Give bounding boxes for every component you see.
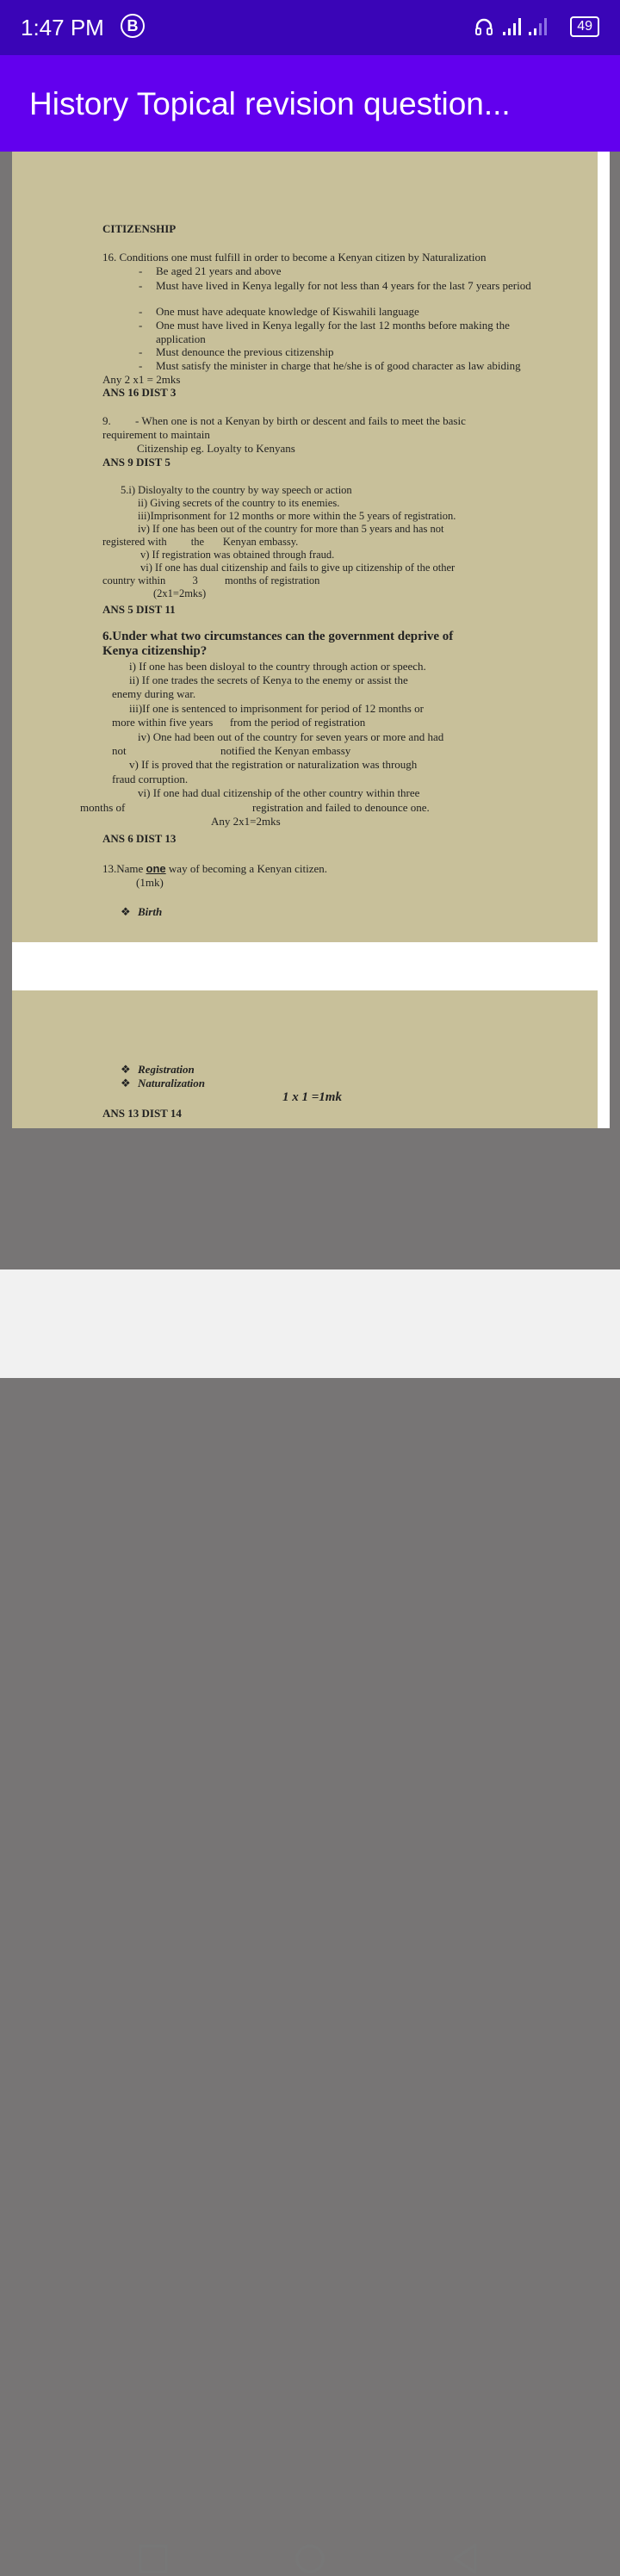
list-item: One must have lived in Kenya legally for the last 12 months before making the xyxy=(156,319,510,332)
answer-line: i) If one has been disloyal to the country through action or speech. xyxy=(129,660,426,673)
list-dash: - xyxy=(139,279,143,292)
list-dash: - xyxy=(139,345,143,358)
list-dash: - xyxy=(139,359,143,372)
list-item: One must have adequate knowledge of Kiswahili language xyxy=(156,305,419,318)
answer-line: months of xyxy=(80,801,126,814)
home-button[interactable] xyxy=(293,2542,327,2576)
question-13-prefix: 13.Name xyxy=(102,862,146,875)
page-edge xyxy=(598,152,610,942)
marks-note: 1 x 1 =1mk xyxy=(282,1090,342,1104)
question-13-suffix: way of becoming a Kenyan citizen. xyxy=(165,862,328,875)
question-9-text: - When one is not a Kenyan by birth or descent and fails to meet the basic xyxy=(135,414,466,427)
answer-bullet: Naturalization xyxy=(138,1077,206,1089)
answer-line: iii)Imprisonment for 12 months or more within the 5 years of registration. xyxy=(138,510,456,522)
app-title: History Topical revision question... xyxy=(29,86,511,121)
question-9-text: requirement to maintain xyxy=(102,428,210,441)
answer-bullet: Birth xyxy=(138,905,163,918)
question-13-emphasis: one xyxy=(146,862,166,875)
question-9-text: Citizenship eg. Loyalty to Kenyans xyxy=(137,442,295,455)
marks-note: (1mk) xyxy=(136,876,164,889)
answer-ref: ANS 5 DIST 11 xyxy=(102,603,176,616)
answer-line: enemy during war. xyxy=(112,687,196,700)
diamond-bullet-icon: ❖ xyxy=(121,1077,131,1089)
answer-ref: ANS 9 DIST 5 xyxy=(102,456,170,469)
answer-line: not xyxy=(112,744,127,757)
diamond-bullet-icon: ❖ xyxy=(121,1063,131,1076)
answer-line: registered with the Kenyan embassy. xyxy=(102,536,299,548)
status-icons xyxy=(474,14,599,40)
answer-line: iv) One had been out of the country for seven years or more and had xyxy=(138,730,444,743)
status-bar xyxy=(0,0,620,55)
answer-line: iii)If one is sentenced to imprisonment for period of 12 months or xyxy=(129,702,424,715)
back-button[interactable] xyxy=(448,2542,482,2576)
document-page xyxy=(12,152,598,942)
answer-line: notified the Kenyan embassy xyxy=(220,744,351,757)
answer-line: v) If registration was obtained through fraud. xyxy=(140,549,335,561)
diamond-bullet-icon: ❖ xyxy=(121,905,131,918)
signal-icon xyxy=(501,16,563,37)
answer-ref: ANS 16 DIST 3 xyxy=(102,386,177,399)
list-item: Be aged 21 years and above xyxy=(156,264,282,277)
list-item: Must denounce the previous citizenship xyxy=(156,345,334,358)
question-6: Kenya citizenship? xyxy=(102,644,208,658)
battery-icon: 49 xyxy=(570,16,599,37)
answer-line: fraud corruption. xyxy=(112,773,189,785)
b-indicator-icon: B xyxy=(121,14,145,38)
answer-ref: ANS 6 DIST 13 xyxy=(102,832,177,845)
list-item: Must satisfy the minister in charge that he/she is of good character as law abiding xyxy=(156,359,521,372)
question-13 xyxy=(102,862,327,876)
answer-line: ii) Giving secrets of the country to its enemies. xyxy=(138,497,340,509)
list-item: Must have lived in Kenya legally for not less than 4 years for the last 7 years period xyxy=(156,279,531,292)
status-time: 1:47 PM xyxy=(21,15,104,40)
question-16: 16. Conditions one must fulfill in order to become a Kenyan citizen by Naturalization xyxy=(102,251,487,264)
app-bar xyxy=(0,55,620,152)
section-heading: CITIZENSHIP xyxy=(102,222,177,235)
answer-line: ii) If one trades the secrets of Kenya to the enemy or assist the xyxy=(129,673,408,686)
list-dash: - xyxy=(139,264,143,277)
answer-line: v) If is proved that the registration or naturalization was through xyxy=(129,758,418,771)
navigation-bar xyxy=(0,1269,620,1378)
marks-note: Any 2 x1 = 2mks xyxy=(102,373,181,386)
answer-line: more within five years from the period of registration xyxy=(112,716,366,729)
list-dash: - xyxy=(139,305,143,318)
marks-note: (2x1=2mks) xyxy=(153,587,207,599)
marks-note: Any 2x1=2mks xyxy=(211,815,281,828)
question-6: 6.Under what two circumstances can the government deprive of xyxy=(102,630,454,643)
answer-line: vi) If one has dual citizenship and fails to give up citizenship of the other xyxy=(140,562,456,574)
page-edge xyxy=(598,990,610,1128)
answer-line: country within 3 months of registration xyxy=(102,574,320,587)
list-item: application xyxy=(156,332,206,345)
answer-ref: ANS 13 DIST 14 xyxy=(102,1107,182,1120)
answer-line: vi) If one had dual citizenship of the other country within three xyxy=(138,786,420,799)
recents-button[interactable] xyxy=(136,2542,170,2576)
answer-line: 5.i) Disloyalty to the country by way speech or action xyxy=(121,484,352,496)
page-gap xyxy=(12,942,610,990)
answer-line: registration and failed to denounce one. xyxy=(252,801,430,814)
answer-line: iv) If one has been out of the country for more than 5 years and has not xyxy=(138,523,444,535)
list-dash: - xyxy=(139,319,143,332)
question-9-num: 9. xyxy=(102,414,111,427)
headset-icon xyxy=(474,16,494,37)
answer-bullet: Registration xyxy=(138,1063,195,1076)
document-page xyxy=(12,990,598,1128)
